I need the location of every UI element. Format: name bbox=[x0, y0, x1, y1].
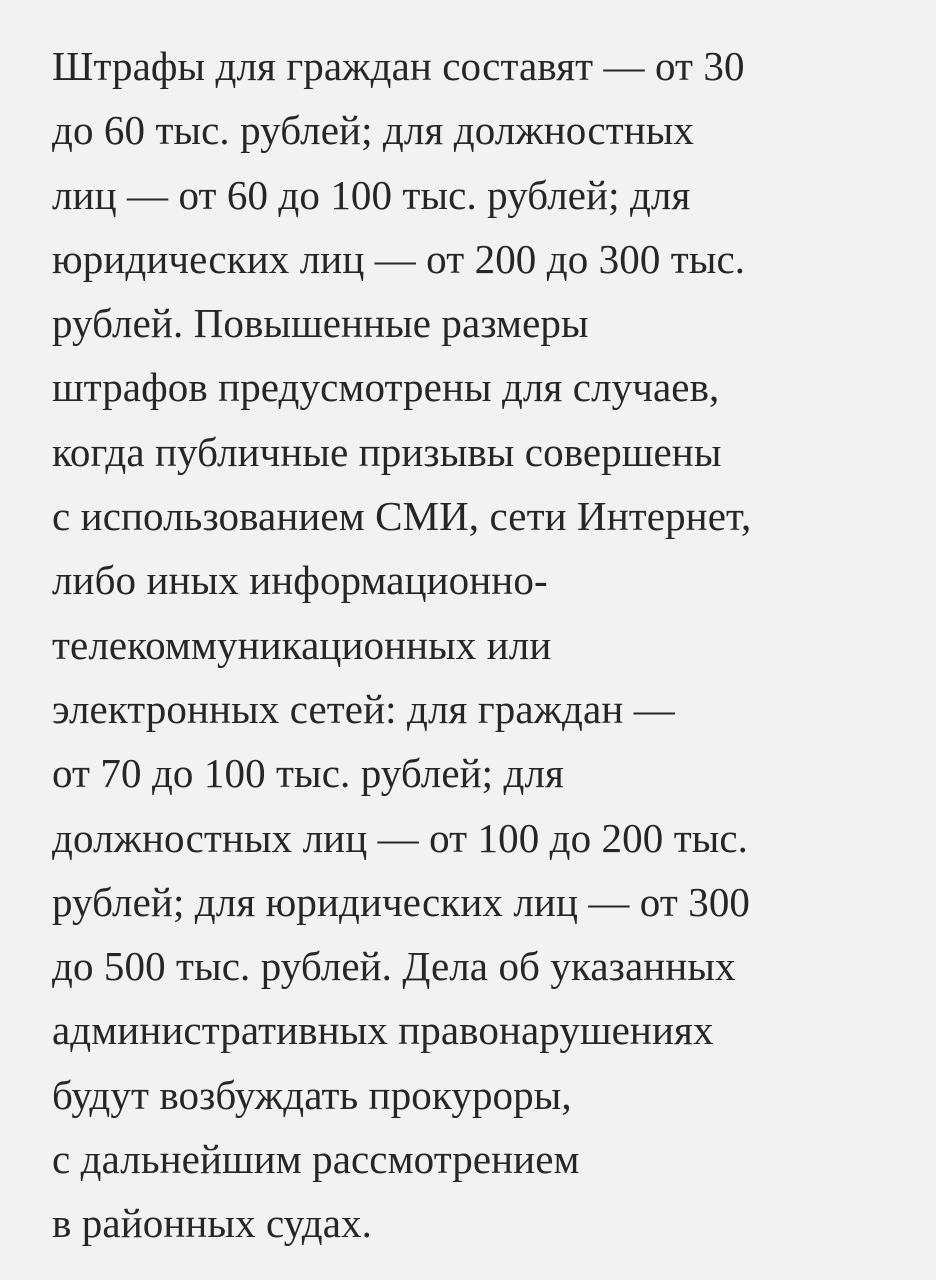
paragraph-line: рублей; для юридических лиц — от 300 bbox=[52, 878, 751, 925]
paragraph-line: либо иных информационно- bbox=[52, 557, 548, 604]
paragraph-line: штрафов предусмотрены для случаев, bbox=[52, 364, 720, 411]
paragraph-line: телекоммуникационных или bbox=[52, 621, 552, 668]
paragraph-line: от 70 до 100 тыс. рублей; для bbox=[52, 750, 564, 797]
paragraph-line: юридических лиц — от 200 до 300 тыс. bbox=[52, 235, 746, 282]
paragraph-line: административных правонарушениях bbox=[52, 1007, 714, 1054]
paragraph-line: рублей. Повышенные размеры bbox=[52, 300, 589, 347]
paragraph-line: лиц — от 60 до 100 тыс. рублей; для bbox=[52, 171, 691, 218]
paragraph-line: будут возбуждать прокуроры, bbox=[52, 1071, 572, 1118]
paragraph-line: с использованием СМИ, сети Интернет, bbox=[52, 493, 752, 540]
article-paragraph bbox=[52, 34, 912, 1256]
paragraph-line: Штрафы для граждан составят — от 30 bbox=[52, 43, 745, 89]
paragraph-line: до 500 тыс. рублей. Дела об указанных bbox=[52, 943, 736, 990]
paragraph-line: когда публичные призывы совершены bbox=[52, 428, 722, 475]
paragraph-line: электронных сетей: для граждан — bbox=[52, 685, 675, 732]
paragraph-line: с дальнейшим рассмотрением bbox=[52, 1136, 580, 1183]
paragraph-line: в районных судах. bbox=[52, 1200, 373, 1247]
paragraph-line: до 60 тыс. рублей; для должностных bbox=[52, 107, 695, 154]
paragraph-line: должностных лиц — от 100 до 200 тыс. bbox=[52, 814, 749, 861]
